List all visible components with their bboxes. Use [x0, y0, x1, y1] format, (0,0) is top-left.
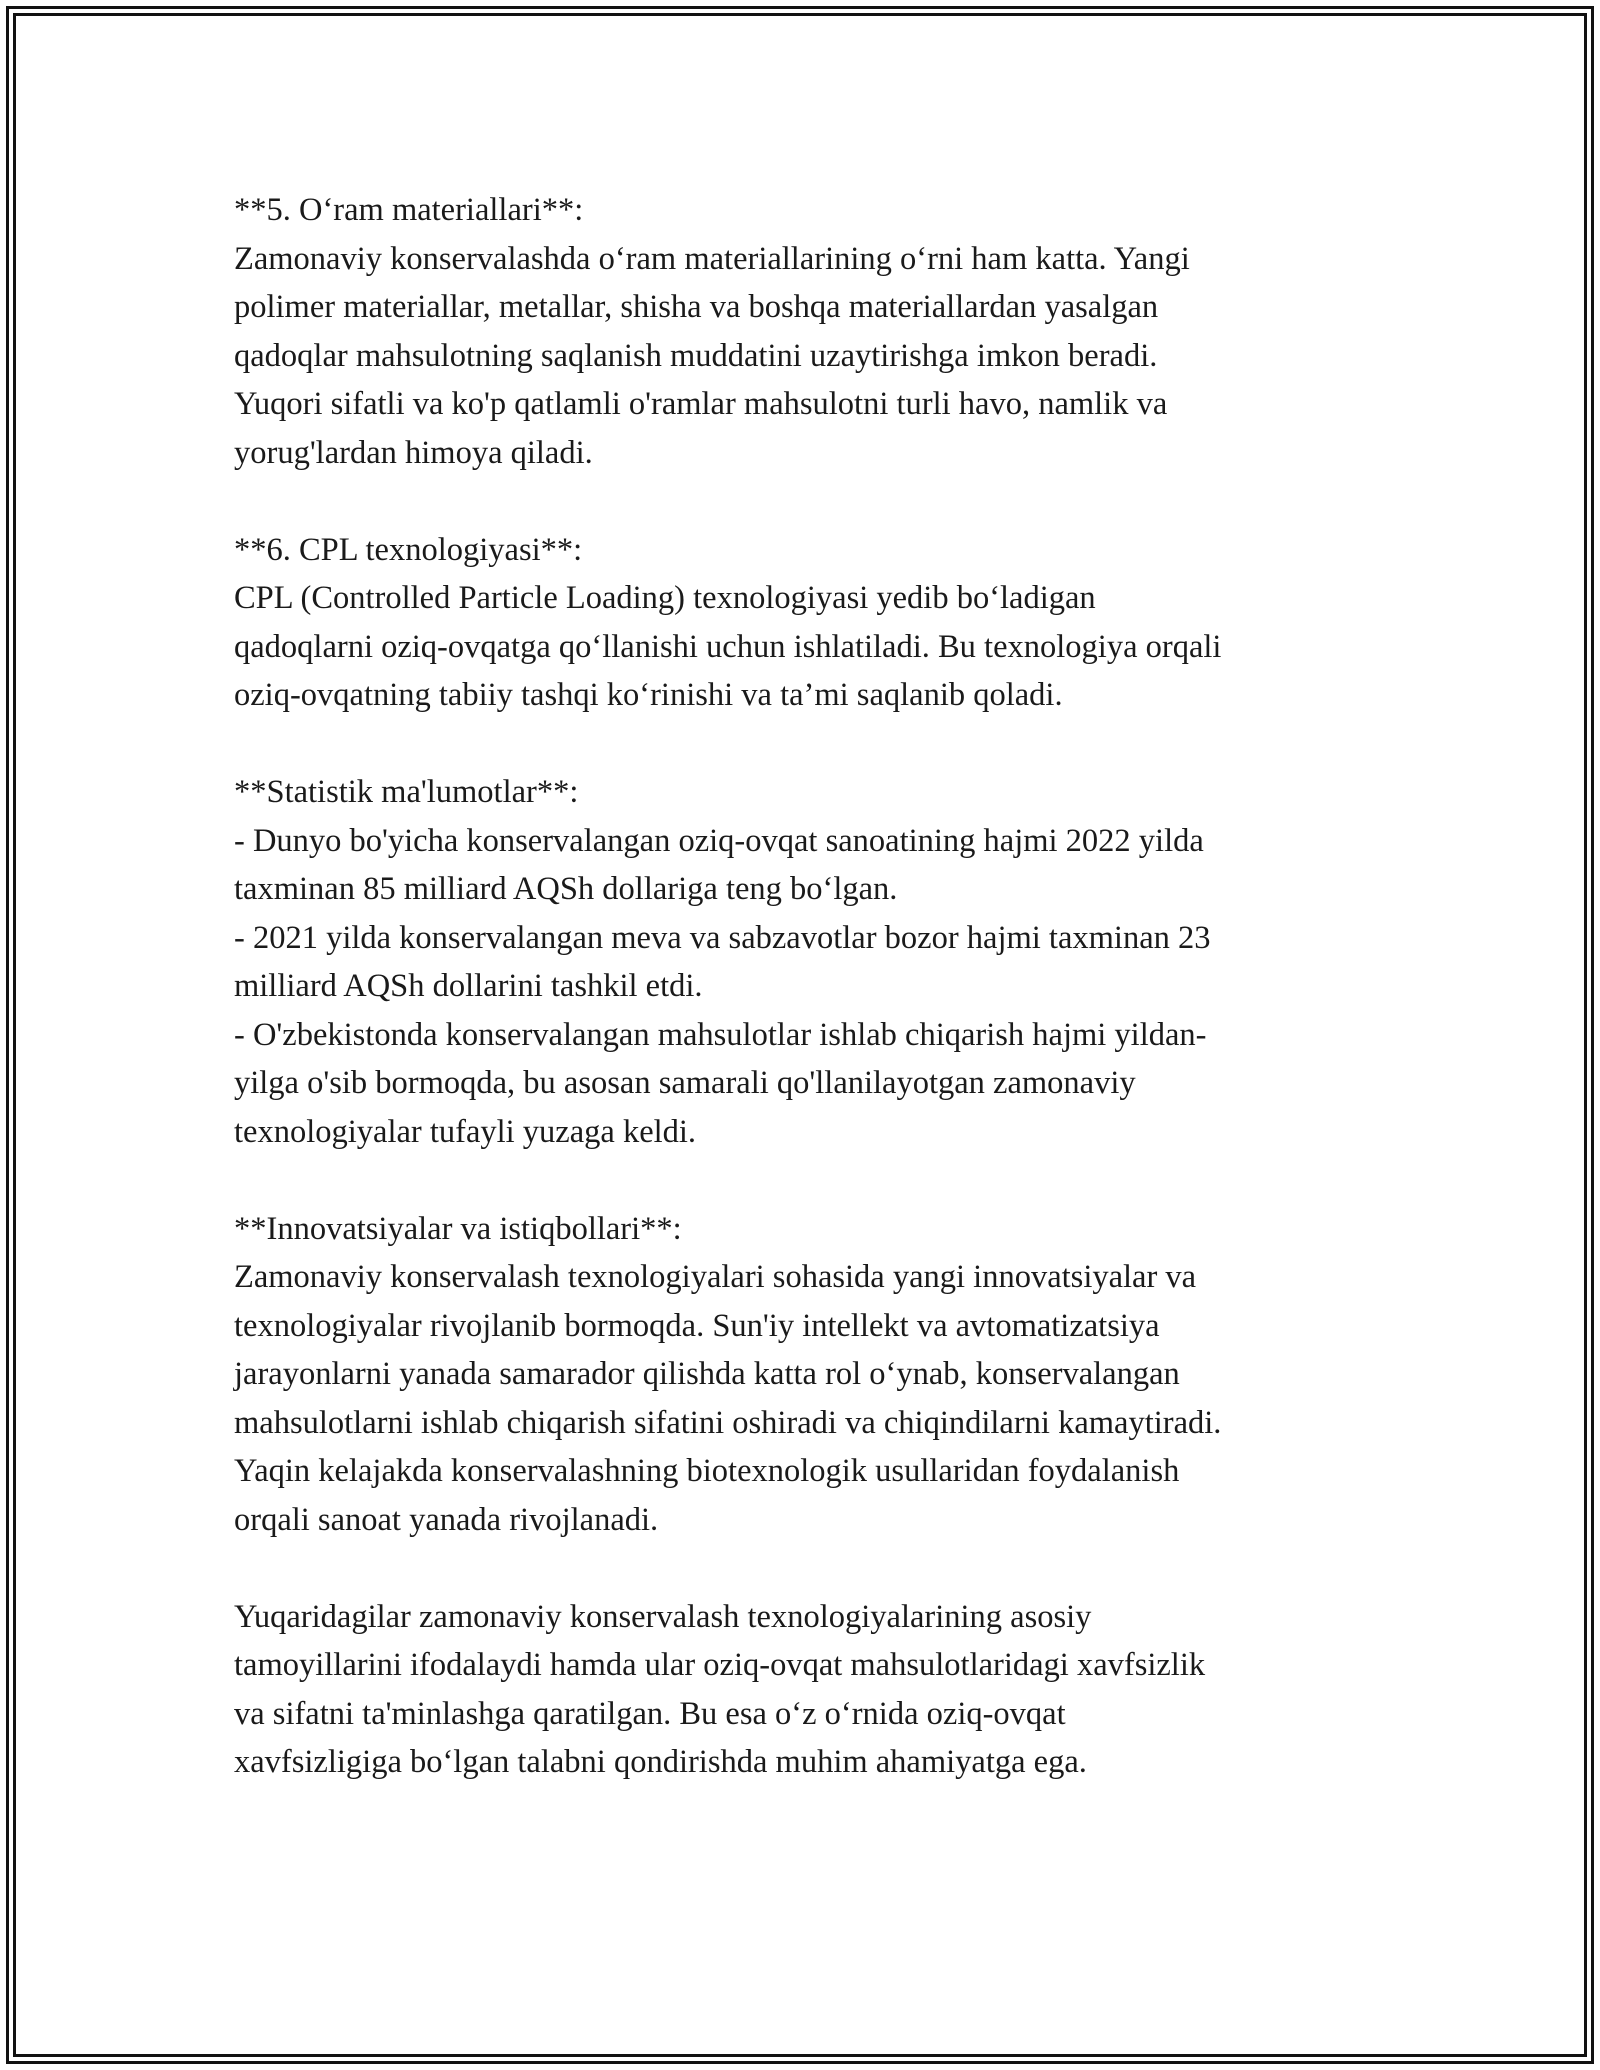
- list-item-line: taxminan 85 milliard AQSh dollariga teng bo‘lgan.: [234, 871, 898, 907]
- section-heading: **5. O‘ram materiallari**:: [234, 192, 584, 228]
- paragraph-line: orqali sanoat yanada rivojlanadi.: [234, 1501, 659, 1538]
- paragraph-line: jarayonlarni yanada samarador qilishda katta rol o‘ynab, konservalangan: [234, 1356, 1180, 1392]
- paragraph-line: yorug'lardan himoya qiladi.: [234, 434, 593, 471]
- section-statistik-malumotlar: [234, 768, 1384, 1156]
- paragraph-line: Zamonaviy konservalashda o‘ram materiallarining o‘rni ham katta. Yangi: [234, 240, 1190, 277]
- section-cpl-texnologiyasi: [234, 526, 1384, 720]
- paragraph-line: Yuqaridagilar zamonaviy konservalash texnologiyalarining asosiy: [234, 1598, 1092, 1635]
- paragraph-line: qadoqlar mahsulotning saqlanish muddatini uzaytirishga imkon beradi.: [234, 337, 1158, 374]
- section-oram-materiallari: [234, 186, 1384, 477]
- paragraph-line: texnologiyalar rivojlanib bormoqda. Sun'iy intellekt va avtomatizatsiya: [234, 1307, 1160, 1344]
- list-item-line: - O'zbekistonda konservalangan mahsulotlar ishlab chiqarish hajmi yildan-: [234, 1016, 1207, 1053]
- list-item-line: milliard AQSh dollarini tashkil etdi.: [234, 968, 703, 1004]
- paragraph-line: Zamonaviy konservalash texnologiyalari sohasida yangi innovatsiyalar va: [234, 1259, 1197, 1295]
- section-heading: **Innovatsiyalar va istiqbollari**:: [234, 1210, 682, 1247]
- paragraph-line: polimer materiallar, metallar, shisha va boshqa materiallardan yasalgan: [234, 289, 1159, 325]
- paragraph-line: va sifatni ta'minlashga qaratilgan. Bu esa o‘z o‘rnida oziq-ovqat: [234, 1695, 1066, 1732]
- section-heading: **6. CPL texnologiyasi**:: [234, 531, 583, 568]
- paragraph-line: qadoqlarni oziq-ovqatga qo‘llanishi uchun ishlatiladi. Bu texnologiya orqali: [234, 628, 1222, 665]
- list-item-line: texnologiyalar tufayli yuzaga keldi.: [234, 1113, 697, 1150]
- paragraph-line: mahsulotlarni ishlab chiqarish sifatini oshiradi va chiqindilarni kamaytiradi.: [234, 1404, 1222, 1441]
- paragraph-line: oziq-ovqatning tabiiy tashqi ko‘rinishi va ta’mi saqlanib qoladi.: [234, 677, 1063, 713]
- paragraph-line: Yuqori sifatli va ko'p qatlamli o'ramlar mahsulotni turli havo, namlik va: [234, 386, 1168, 422]
- section-heading: **Statistik ma'lumotlar**:: [234, 774, 579, 810]
- section-innovatsiyalar: [234, 1205, 1384, 1545]
- document-body: [234, 186, 1384, 1835]
- list-item-line: - 2021 yilda konservalangan meva va sabzavotlar bozor hajmi taxminan 23: [234, 919, 1211, 956]
- list-item-line: - Dunyo bo'yicha konservalangan oziq-ovqat sanoatining hajmi 2022 yilda: [234, 822, 1204, 859]
- list-item-line: yilga o'sib bormoqda, bu asosan samarali qo'llanilayotgan zamonaviy: [234, 1065, 1136, 1101]
- paragraph-line: Yaqin kelajakda konservalashning biotexnologik usullaridan foydalanish: [234, 1453, 1180, 1489]
- paragraph-line: tamoyillarini ifodalaydi hamda ular oziq-ovqat mahsulotlaridagi xavfsizlik: [234, 1647, 1206, 1683]
- section-conclusion: [234, 1593, 1384, 1787]
- paragraph-line: xavfsizligiga bo‘lgan talabni qondirishda muhim ahamiyatga ega.: [234, 1744, 1087, 1780]
- paragraph-line: CPL (Controlled Particle Loading) texnologiyasi yedib bo‘ladigan: [234, 580, 1096, 616]
